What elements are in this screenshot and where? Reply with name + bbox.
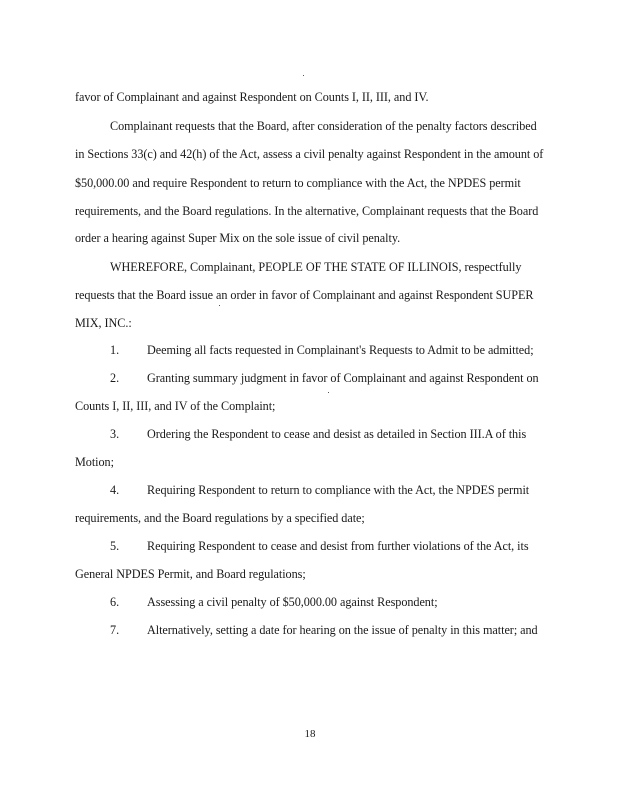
scan-speck [328,392,329,393]
item-number: 1. [110,343,120,357]
item-number: 2. [110,371,120,385]
item-number: 4. [110,483,120,497]
body-line: WHEREFORE, Complainant, PEOPLE OF THE STATE OF ILLINOIS, respectfully [110,260,522,274]
body-line: Complainant requests that the Board, after consideration of the penalty factors described [110,119,537,133]
body-line: requests that the Board issue an order in favor of Complainant and against Respondent SUPER [75,288,534,302]
item-continuation: Motion; [75,455,114,469]
item-text: Granting summary judgment in favor of Complainant and against Respondent on [147,371,539,385]
item-number: 6. [110,595,120,609]
body-line: favor of Complainant and against Respondent on Counts I, II, III, and IV. [75,90,429,104]
scan-speck [303,75,304,76]
item-number: 7. [110,623,120,637]
item-continuation: requirements, and the Board regulations by a specified date; [75,511,365,525]
body-line: order a hearing against Super Mix on the sole issue of civil penalty. [75,231,401,245]
item-text: Alternatively, setting a date for hearing on the issue of penalty in this matter; and [147,623,538,637]
item-text: Deeming all facts requested in Complainant's Requests to Admit to be admitted; [147,343,534,357]
body-line: requirements, and the Board regulations. In the alternative, Complainant requests that the Board [75,204,539,218]
item-text: Assessing a civil penalty of $50,000.00 against Respondent; [147,595,438,609]
item-continuation: Counts I, II, III, and IV of the Complaint; [75,399,276,413]
item-text: Ordering the Respondent to cease and desist as detailed in Section III.A of this [147,427,527,441]
item-text: Requiring Respondent to cease and desist from further violations of the Act, its [147,539,529,553]
body-line: in Sections 33(c) and 42(h) of the Act, assess a civil penalty against Respondent in the amount of [75,147,544,161]
item-number: 3. [110,427,120,441]
item-text: Requiring Respondent to return to compliance with the Act, the NPDES permit [147,483,530,497]
body-line: MIX, INC.: [75,316,132,330]
page-number: 18 [304,728,316,740]
item-number: 5. [110,539,120,553]
item-continuation: General NPDES Permit, and Board regulations; [75,567,306,581]
scan-speck [219,305,220,306]
body-line: $50,000.00 and require Respondent to return to compliance with the Act, the NPDES permit [75,176,521,190]
